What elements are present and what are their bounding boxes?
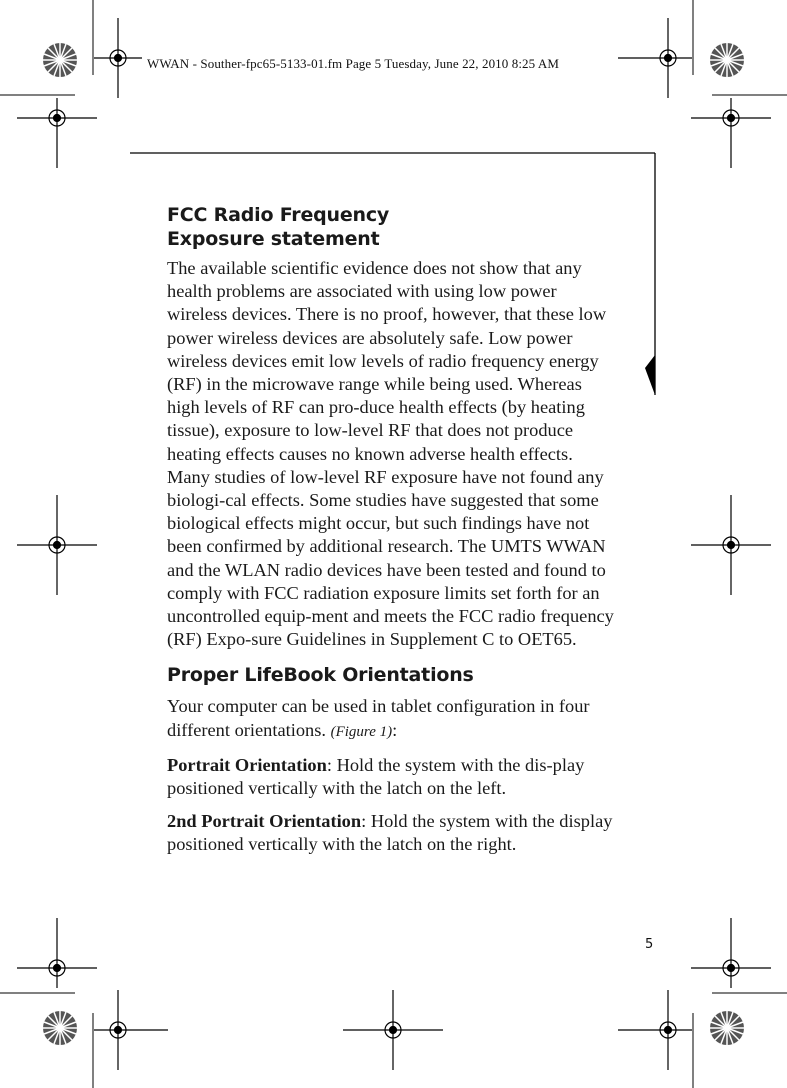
page-content	[167, 203, 619, 857]
second-portrait-orientation-text: : Hold the system with the display positioned vertically with the latch on the right.	[167, 811, 613, 855]
portrait-orientation-label: Portrait Orientation	[167, 754, 327, 775]
figure-reference[interactable]: (Figure 1)	[330, 723, 393, 740]
fcc-body-paragraph: The available scientific evidence does not show that any health problems are associated with using low power wireless devices. There is no proof, however, that these low power wireless devices are absolutely safe. Low power wireless devices emit low levels of radio frequency energy (RF) in the microwave range while being used. Whereas high levels of RF can pro-duce health effects (by heating tissue), exposure to low-level RF that does not produce heating effects causes no known adverse health effects. Many studies of low-level RF exposure have not found any biologi-cal effects. Some studies have suggested that some biological effects might occur, but such findings have not been confirmed by additional research. The UMTS WWAN and the WLAN radio devices have been tested and found to comply with FCC radiation exposure limits set forth for an uncontrolled equip-ment and meets the FCC radio frequency (RF) Expo-sure Guidelines in Supplement C to OET65.	[167, 258, 614, 650]
intro-text: Your computer can be used in tablet configuration in four different orientations.	[167, 696, 590, 740]
heading-line-2: Exposure statement	[167, 228, 380, 250]
portrait-orientation-item	[167, 754, 619, 800]
portrait-orientation-text: : Hold the system with the dis-play positioned vertically with the latch on the left.	[167, 754, 585, 799]
print-slug: WWAN - Souther-fpc65-5133-01.fm Page 5 Tuesday, June 22, 2010 8:25 AM	[147, 56, 560, 71]
section-heading-orientations: Proper LifeBook Orientations	[167, 664, 474, 687]
second-portrait-orientation-label: 2nd Portrait Orientation	[167, 811, 362, 832]
intro-end: :	[392, 719, 398, 740]
second-portrait-orientation-item	[167, 810, 619, 856]
orientations-intro	[167, 695, 619, 743]
page-number: 5	[645, 937, 654, 952]
section-heading-fcc	[167, 203, 619, 251]
heading-line-1: FCC Radio Frequency	[167, 204, 390, 226]
